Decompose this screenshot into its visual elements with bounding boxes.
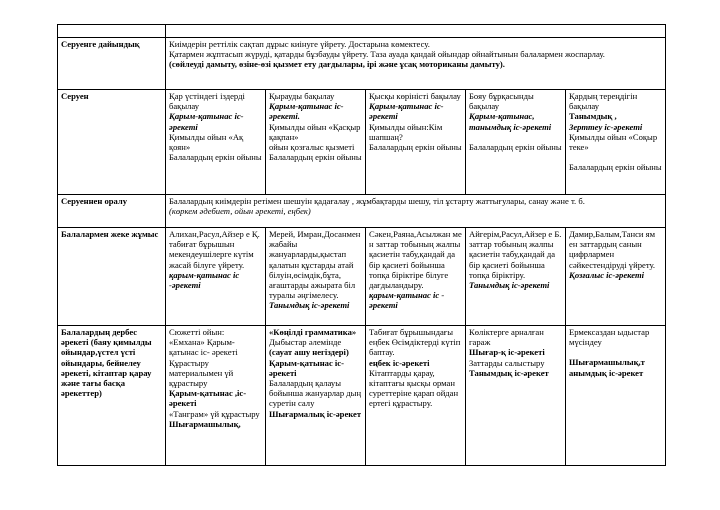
- cell-line: Балалардың киімдерін ретімен шешуін қадағалау , жұмбақтарды шешу, тіл ұстарту жаттығулары, санау және т. б.: [169, 196, 585, 206]
- row-label: [58, 25, 166, 38]
- row-label: Серуенге дайындық: [58, 38, 166, 90]
- cell-line: Бояу бұрқасынды бақылау: [469, 91, 534, 112]
- cell-line: Айгерім,Расул,Айзер е Б. заттар тобының жалпы қасиетін табу,қандай да бір қасиеті бойынша топқа біріктіру.: [469, 229, 562, 280]
- cell-line: Шығар-қ іс-әрекеті: [469, 347, 545, 358]
- table-row: [58, 228, 666, 326]
- day-cell: [366, 90, 466, 195]
- day-cell: [366, 228, 466, 326]
- plan-table-body: [58, 25, 666, 466]
- day-cell: [566, 326, 666, 466]
- cell-line: Танымдық іс-әрекеті: [269, 300, 350, 311]
- day-cell: [466, 90, 566, 195]
- row-content: [166, 195, 666, 228]
- cell-line: Қимылды ойын:Кім шапшаң?: [369, 121, 443, 142]
- day-cell: [266, 228, 366, 326]
- cell-line: Балалардың еркін ойыны: [269, 152, 362, 163]
- cell-line: (көркем әдебиет, ойын әрекеті, еңбек): [169, 206, 311, 217]
- cell-line: Қимылды ойын «Соқыр теке»: [569, 131, 658, 153]
- row-content: [166, 38, 666, 90]
- cell-line: Дыбыстар әлемінде: [269, 337, 342, 348]
- cell-line: Қарым-қатынас іс-әрекеті: [369, 101, 444, 122]
- line-gap: [469, 132, 562, 142]
- cell-line: Балалардың еркін ойыны: [369, 142, 462, 153]
- cell-line: Шығармашылық,: [169, 418, 241, 429]
- cell-line: Киімдерін реттілік сақтап дұрыс киінуге үйрету. Достарына көмектесу.: [169, 39, 430, 49]
- day-cell: [466, 326, 566, 466]
- cell-line: Көліктерге арналған гараж: [469, 327, 544, 348]
- row-label: Серуен: [58, 90, 166, 195]
- cell-line: Қарым-қатынас ,іс-әрекеті: [169, 388, 247, 409]
- cell-line: Алихан,Расул,Айзер е Қ. табиғат бұрышын мекендеушілерге күтім жасай білуге үйрету.: [169, 229, 260, 270]
- cell-line: Шығармалық іс-әрекет: [269, 408, 362, 419]
- cell-line: ойын қозғалыс қызметі: [269, 142, 355, 153]
- cell-line: Заттарды салыстыру: [469, 357, 545, 368]
- cell-line: Қысқы көріністі бақылау: [369, 91, 461, 101]
- cell-line: Табиғат бұрышындағы еңбек Өсімдіктерді күтіп баптау.: [369, 327, 461, 358]
- day-cell: [366, 326, 466, 466]
- row-content: [166, 25, 666, 38]
- cell-line: Ермексаздан ыдыстар мүсіндеу: [569, 327, 650, 348]
- daily-plan-table: [57, 24, 666, 466]
- cell-line: Қардың тереңдігін бақылау: [569, 91, 638, 112]
- cell-line: Қар үстіндегі іздерді бақылау: [169, 91, 245, 112]
- cell-line: Сюжетті ойын: «Емхана» Қарым-қатынас іс- әрекеті: [169, 327, 238, 358]
- day-cell: [466, 228, 566, 326]
- table-row: [58, 90, 666, 195]
- cell-line: Мерей, Имран,Досанмен жабайы жануарларды,қыстап қалатын құстарды атай білуін,өсімдік,бұта, ағаштарды ажырата біл туралы әңгімелесу.: [269, 229, 361, 301]
- cell-line: Қимылды ойын «Ақ қоян»: [169, 131, 244, 153]
- row-label: Балалармен жеке жұмыс: [58, 228, 166, 326]
- cell-line: Танымдық іс-әрекеті: [469, 280, 550, 291]
- table-row: [58, 38, 666, 90]
- cell-line: «Танграм» үй құрастыру: [169, 408, 260, 419]
- day-cell: [566, 90, 666, 195]
- day-cell: [166, 228, 266, 326]
- cell-line: Зерттеу іс-әрекеті: [569, 121, 643, 132]
- day-cell: [566, 228, 666, 326]
- cell-line: Қатармен жұптасып жүруді, қатарды бұзбауды үйрету. Таза ауада қандай ойындар ойнайтынын балалармен жоспарлау.: [169, 49, 605, 60]
- cell-line: Қарым-қатынас, танымдық іс-әрекеті: [469, 111, 552, 132]
- day-cell: [266, 90, 366, 195]
- cell-line: Қозғалыс іс-әрекеті: [569, 269, 645, 280]
- cell-line: «Көңілді грамматика»: [269, 327, 357, 337]
- cell-line: Танымдық ,: [569, 111, 617, 122]
- row-label: Серуеннен оралу: [58, 195, 166, 228]
- cell-line: қарым-қатынас іс - әрекеті: [369, 290, 445, 311]
- cell-line: Танымдық іс-әрекет: [469, 367, 549, 378]
- table-row: [58, 195, 666, 228]
- cell-line: (сауат ашу негіздері): [269, 347, 349, 358]
- cell-line: Кітаптарды қарау, кітаптағы қысқы орман суреттеріне қарап ойдан ертегі құрастыру.: [369, 367, 459, 409]
- cell-line: Құрастыру материалымен үй құрастыру: [169, 357, 234, 389]
- table-row: [58, 25, 666, 38]
- cell-line: Қарым-қатынас іс-әрекеті.: [269, 101, 344, 122]
- day-cell: [166, 326, 266, 466]
- table-row: [58, 326, 666, 466]
- cell-line: қарым-қатынас іс -әрекеті: [169, 269, 240, 291]
- cell-line: (сөйлеуді дамыту, өзіне-өзі қызмет ету дағдылары, ірі және ұсақ моториканы дамыту).: [169, 59, 505, 70]
- row-label: Балалардың дербес әрекеті (баяу қимылды ойындар,үстел үсті ойындары, бейнелеу әрекеті, кітаптар қарау және тағы басқа әрекеттер): [58, 326, 166, 466]
- cell-line: Балалардың еркін ойыны: [169, 152, 262, 163]
- line-gap: [569, 152, 662, 162]
- cell-line: Қарым-қатынас іс-әрекеті: [269, 357, 344, 378]
- line-gap: [569, 347, 662, 357]
- cell-line: Дамир,Балым,Танси ям ен заттардың санын цифрлармен сәйкестендіруді үйрету.: [569, 229, 656, 270]
- cell-line: Қарым-қатынас іс-әрекеті: [169, 111, 244, 132]
- cell-line: Балалардың еркін ойыны: [469, 141, 562, 152]
- cell-line: Балалардың еркін ойыны: [569, 162, 662, 173]
- cell-line: Балалардың қалауы бойынша жануарлар дың суретін салу: [269, 378, 362, 409]
- cell-line: Қырауды бақылау: [269, 91, 335, 101]
- cell-line: Шығармашылық,т анымдық іс-әрекет: [569, 357, 645, 378]
- day-cell: [166, 90, 266, 195]
- cell-line: еңбек іс-әрекеті: [369, 357, 430, 368]
- cell-line: Сәкен,Раяна,Асылжан ме н заттар тобының жалпы қасиетін табу,қандай да бір қасиеті бойынша топқа біріктіре білуге дағдыландыру.: [369, 229, 462, 291]
- day-cell: [266, 326, 366, 466]
- cell-line: Қимылды ойын «Қасқыр қақпан»: [269, 121, 361, 142]
